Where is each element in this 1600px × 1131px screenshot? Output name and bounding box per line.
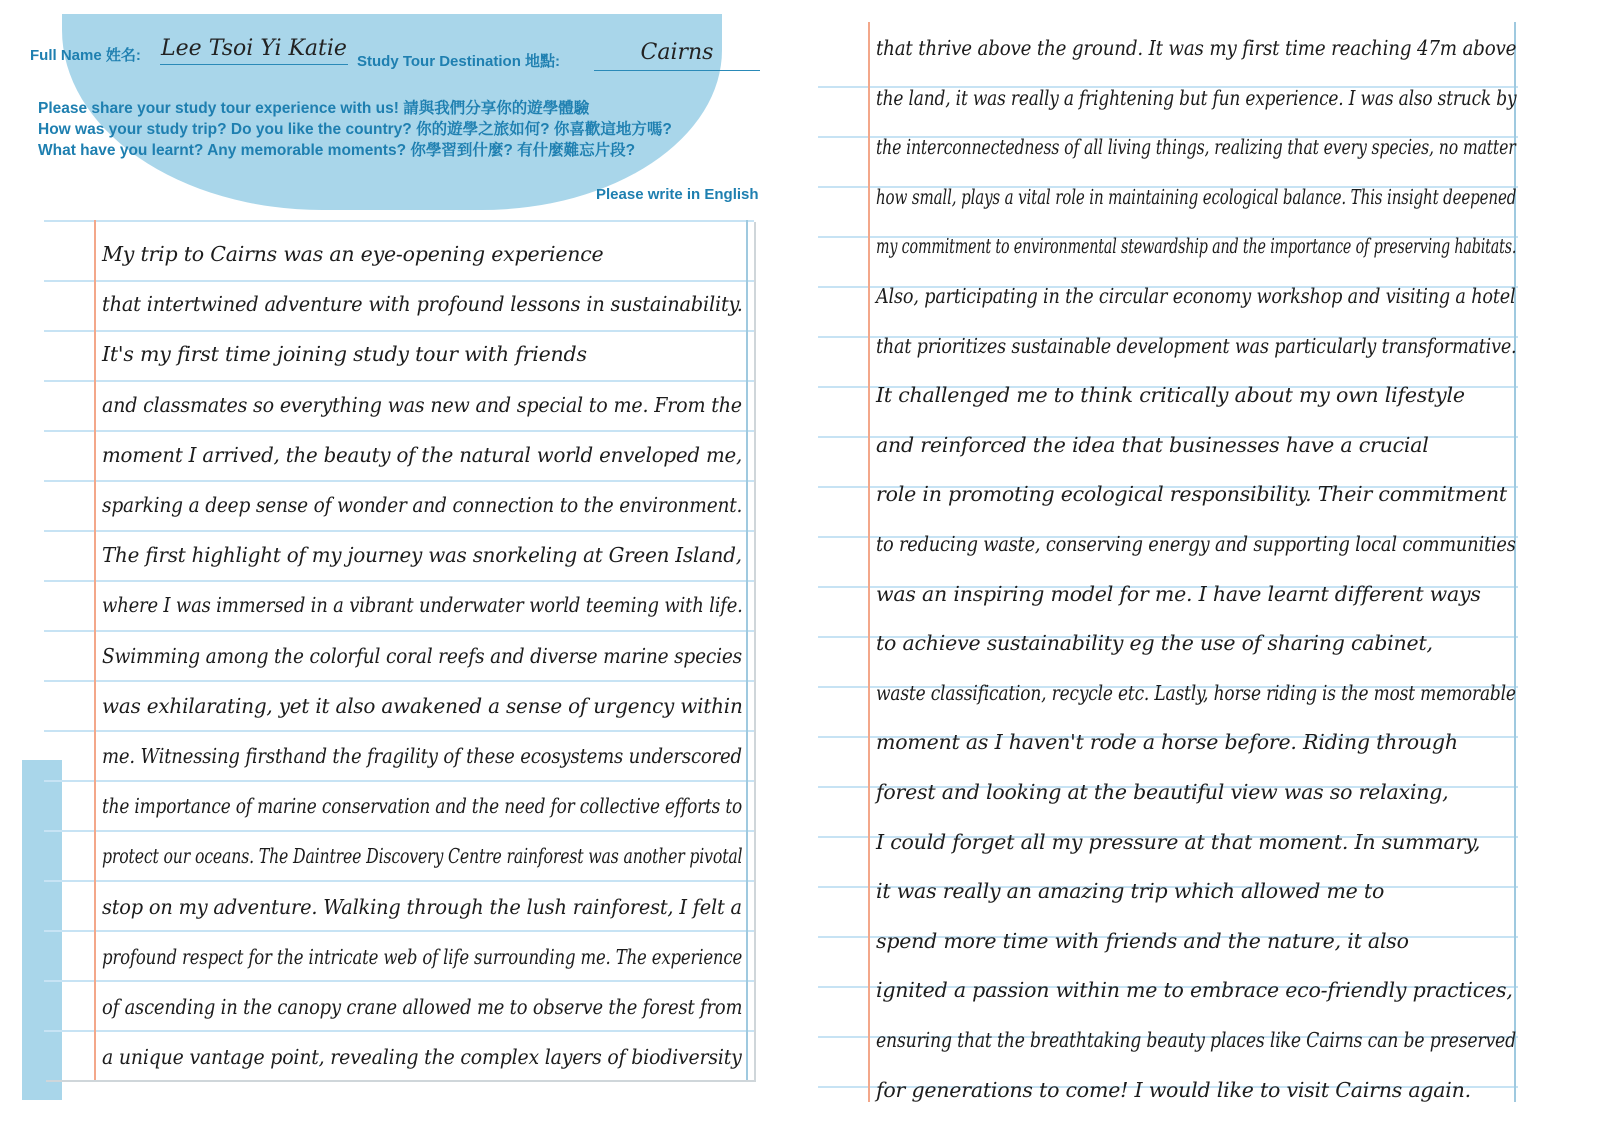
full-name-label: Full Name 姓名:	[30, 47, 141, 64]
prompt-line: What have you learnt? Any memorable moments? 你學習到什麼? 有什麼難忘片段?	[38, 142, 636, 159]
destination-underline	[594, 70, 760, 71]
handwritten-line: sparking a deep sense of wonder and connection to the environment.	[102, 493, 743, 517]
prompt-text	[38, 98, 778, 161]
destination-label: Study Tour Destination 地點:	[357, 53, 561, 70]
full-name-underline	[160, 64, 348, 65]
handwritten-line: Swimming among the colorful coral reefs and diverse marine species	[102, 643, 742, 668]
handwritten-line: the land, it was really a frightening but fun experience. I was also struck by	[876, 85, 1517, 110]
handwritten-line: moment as I haven't rode a horse before. Riding through	[876, 730, 1458, 755]
handwritten-line: to achieve sustainability eg the use of sharing cabinet,	[876, 631, 1433, 656]
handwritten-line: that thrive above the ground. It was my first time reaching 47m above	[876, 36, 1517, 60]
handwritten-line: It's my first time joining study tour with friends	[102, 342, 587, 367]
handwritten-line: I could forget all my pressure at that moment. In summary,	[876, 829, 1481, 854]
right-page-margin-line	[868, 22, 870, 1102]
handwritten-line: ensuring that the breathtaking beauty places like Cairns can be preserved	[876, 1028, 1516, 1052]
left-page-margin-line	[94, 220, 96, 1080]
handwritten-line: and reinforced the idea that businesses have a crucial	[876, 432, 1429, 457]
left-page-edge-line	[746, 220, 748, 1080]
handwritten-line: the importance of marine conservation and the need for collective efforts to	[102, 794, 743, 819]
handwritten-line: for generations to come! I would like to visit Cairns again.	[876, 1077, 1471, 1102]
handwritten-line: that intertwined adventure with profound lessons in sustainability.	[102, 292, 743, 317]
right-lined-page	[818, 22, 1518, 1102]
handwritten-line: Also, participating in the circular economy workshop and visiting a hotel	[876, 284, 1516, 308]
handwritten-line: me. Witnessing firsthand the fragility of these ecosystems underscored	[102, 744, 742, 768]
left-lined-page	[44, 220, 754, 1080]
handwritten-line: forest and looking at the beautiful view was so relaxing,	[876, 780, 1449, 804]
handwritten-line: was an inspiring model for me. I have learnt different ways	[876, 581, 1481, 606]
handwritten-line: stop on my adventure. Walking through the lush rainforest, I felt a	[102, 894, 742, 919]
handwritten-line: of ascending in the canopy crane allowed me to observe the forest from	[102, 995, 743, 1019]
handwritten-line: My trip to Cairns was an eye-opening experience	[102, 242, 604, 266]
handwritten-line: spend more time with friends and the nature, it also	[876, 928, 1409, 953]
handwritten-line: how small, plays a vital role in maintaining ecological balance. This insight deepened	[876, 184, 1517, 209]
handwritten-line: The first highlight of my journey was snorkeling at Green Island,	[102, 543, 742, 568]
handwritten-line: protect our oceans. The Daintree Discovery Centre rainforest was another pivotal	[102, 844, 743, 869]
handwritten-line: was exhilarating, yet it also awakened a sense of urgency within	[102, 693, 743, 718]
handwritten-line: profound respect for the intricate web of life surrounding me. The experience	[102, 944, 743, 969]
handwritten-line: moment I arrived, the beauty of the natural world enveloped me,	[102, 442, 743, 467]
handwritten-line: It challenged me to think critically about my own lifestyle	[876, 383, 1465, 408]
handwritten-line: and classmates so everything was new and special to me. From the	[102, 392, 742, 417]
handwritten-line: role in promoting ecological responsibility. Their commitment	[876, 482, 1507, 507]
handwritten-line: the interconnectedness of all living things, realizing that every species, no matter	[876, 135, 1516, 160]
handwritten-line: a unique vantage point, revealing the complex layers of biodiversity	[102, 1045, 742, 1070]
write-in-english-note: Please write in English	[596, 186, 759, 203]
handwritten-line: that prioritizes sustainable development was particularly transformative.	[876, 333, 1517, 358]
full-name-value: Lee Tsoi Yi Katie	[161, 36, 347, 61]
handwritten-line: it was really an amazing trip which allowed me to	[876, 879, 1385, 904]
destination-value: Cairns	[640, 40, 714, 65]
prompt-line: Please share your study tour experience with us! 請與我們分享你的遊學體驗	[38, 100, 590, 117]
prompt-line: How was your study trip? Do you like the country? 你的遊學之旅如何? 你喜歡這地方嗎?	[38, 121, 672, 138]
handwritten-line: where I was immersed in a vibrant underwater world teeming with life.	[102, 593, 743, 618]
handwritten-line: to reducing waste, conserving energy and supporting local communities	[876, 532, 1516, 556]
handwritten-line: my commitment to environmental stewardship and the importance of preserving habitats.	[876, 234, 1517, 259]
handwritten-line: ignited a passion within me to embrace eco-friendly practices,	[876, 978, 1513, 1003]
handwritten-line: waste classification, recycle etc. Lastly, horse riding is the most memorable	[876, 680, 1516, 705]
